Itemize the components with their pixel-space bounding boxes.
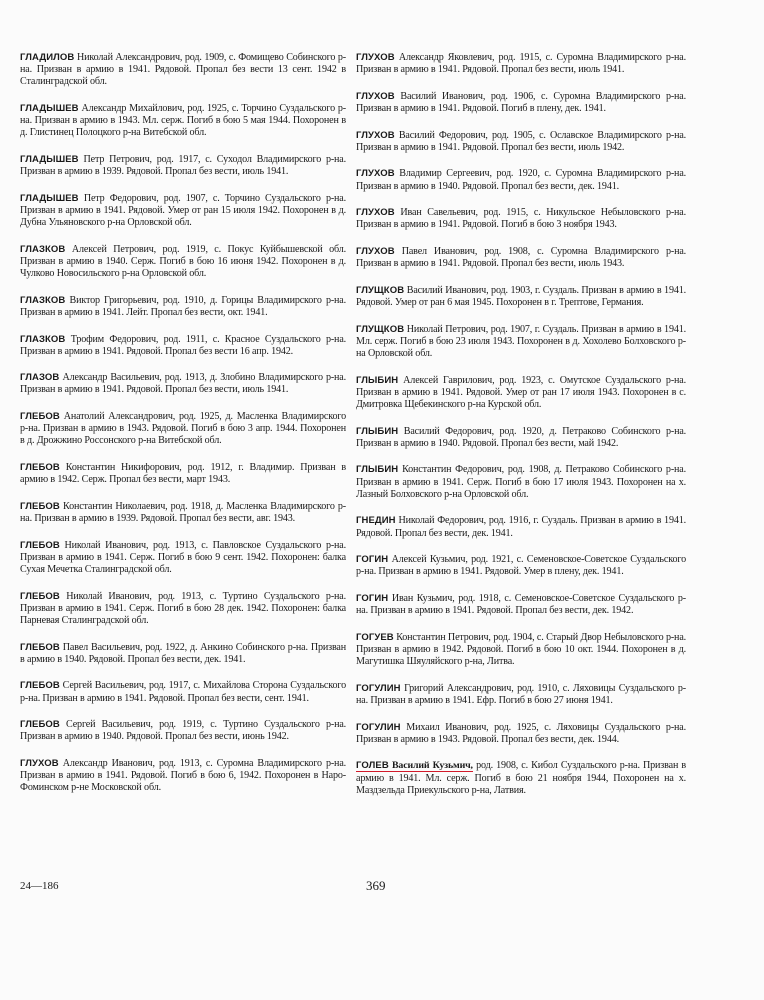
entry-surname: ГЛЕБОВ [20, 641, 60, 653]
entry-first-names: Иван Савельевич, [400, 207, 478, 219]
entry-biography: род. 1910, с. Ляховицы Суздальского р-на. Призван в армию в 1941. Ефр. Погиб в бою 27 июня 1941. [356, 682, 687, 706]
entry-surname: ГЛАЗОВ [20, 372, 60, 384]
memorial-entry [356, 285, 686, 309]
entry-first-names: Александр Михайлович, [81, 102, 185, 114]
entry-first-names: Николай Федорович, [398, 515, 487, 527]
memorial-entry [20, 501, 346, 525]
entry-first-names: Александр Яковлевич, [398, 52, 495, 63]
entry-biography: род. 1903, г. Суздаль. Призван в армию в 1941. Рядовой. Умер от ран 6 мая 1945. Похоронен в г. Трептове, Германия. [356, 284, 687, 309]
entry-first-names: Николай Александрович, [76, 52, 183, 63]
memorial-entry [20, 193, 346, 229]
memorial-entry [356, 515, 686, 539]
entry-surname: ГЛАДИЛОВ [20, 52, 75, 63]
right-column [356, 52, 686, 811]
entry-biography: род. 1909, с. Фомищево Собинского р-на. Призван в армию в 1941. Рядовой. Пропал без вести 13 сент. 1942 в Сталинградской обл. [20, 52, 346, 88]
entry-biography: род. 1915, с. Суромна Владимирского р-на. Призван в армию в 1941. Рядовой. Пропал без вести, июль 1941. [356, 52, 686, 76]
memorial-entry [356, 632, 686, 668]
entry-biography: род. 1917, с. Суходол Владимирского р-на. Призван в армию в 1939. Рядовой. Пропал без вести, июль 1941. [20, 153, 347, 178]
page-number: 369 [366, 878, 386, 893]
entry-first-names: Михаил Иванович, [406, 721, 489, 733]
entry-first-names: Владимир Сергеевич, [399, 168, 492, 180]
entry-biography: род. 1919, с. Покус Куйбышевской обл. Призван в армию в 1940. Серж. Погиб в бою 16 июня 1942. Похоронен в д. Чулково Новосильского р-на Орловской обл. [20, 243, 347, 280]
entry-surname: ГЛАЗКОВ [20, 294, 66, 306]
entry-biography: род. 1908, с. Суромна Владимирского р-на. Призван в армию в 1941. Рядовой. Пропал без вести, июль 1943. [356, 246, 687, 270]
entry-first-names: Василий Кузьмич, [391, 760, 473, 772]
entry-first-names: Павел Иванович, [401, 246, 478, 258]
entry-first-names: Петр Федорович, [83, 192, 159, 204]
entry-surname: ГЛУЩКОВ [356, 284, 405, 296]
memorial-entry [20, 52, 346, 88]
entry-biography: род. 1908, д. Петраково Собинского р-на. Призван в армию в 1941. Серж. Погиб в бою 17 июля 1943. Похоронен на х. Лазный Болховского р-на Орловской обл. [356, 464, 686, 500]
entry-first-names: Василий Федорович, [403, 425, 495, 437]
entry-surname: ГЛАДЫШЕВ [20, 192, 79, 204]
entry-surname: ГЛУХОВ [356, 246, 395, 258]
entry-surname: ГОГУЛИН [356, 721, 401, 733]
memorial-entry [356, 760, 686, 796]
entry-first-names: Алексей Кузьмич, [391, 554, 468, 566]
entry-surname: ГОЛЕВ [356, 760, 389, 772]
entry-biography: род. 1907, с. Торчино Суздальского р-на. Призван в армию в 1941. Рядовой. Умер от ран 15 июля 1942. Похоронен в д. Дубна Ульяновского р-на Орловской обл. [20, 192, 347, 229]
entry-surname: ГОГУЕВ [356, 631, 394, 643]
entry-biography: род. 1925, д. Масленка Владимирского р-на. Призван в армию в 1943. Рядовой. Погиб в бою 3 апр. 1944. Похоронен в д. Дрожжино Россонского р-на Витебской обл. [20, 411, 346, 447]
entry-surname: ГЛЕБОВ [20, 719, 60, 731]
entry-first-names: Александр Иванович, [62, 758, 155, 770]
memorial-entry [20, 295, 346, 319]
entry-surname: ГЛЫБИН [356, 425, 399, 437]
memorial-entry [20, 372, 346, 396]
entry-surname: ГЛУХОВ [356, 52, 395, 63]
entry-first-names: Николай Иванович, [64, 539, 149, 551]
entry-first-names: Василий Федорович, [398, 129, 488, 141]
entry-biography: род. 1922, д. Анкино Собинского р-на. Призван в армию в 1940. Рядовой. Пропал без вести, дек. 1941. [20, 641, 347, 665]
entry-biography: род. 1920, д. Петраково Собинского р-на. Призван в армию в 1940. Рядовой. Пропал без вести, май 1942. [356, 425, 687, 449]
entry-surname: ГЛУХОВ [356, 207, 395, 219]
entry-biography: род. 1917, с. Михайлова Сторона Суздальского р-на. Призван в армию в 1941. Рядовой. Пропал без вести, сент. 1941. [20, 680, 347, 704]
printer-signature: 24—186 [20, 880, 59, 892]
entry-biography: род. 1910, д. Горицы Владимирского р-на. Призван в армию в 1941. Лейт. Пропал без вести, окт. 1941. [20, 294, 347, 318]
memorial-entry [20, 719, 346, 743]
memorial-entry [356, 722, 686, 746]
memorial-entry [20, 758, 346, 794]
memorial-entry [356, 324, 686, 360]
entry-surname: ГЛЕБОВ [20, 590, 60, 602]
entry-first-names: Константин Николаевич, [62, 500, 168, 512]
entry-biography: род. 1925, с. Торчино Суздальского р-на. Призван в армию в 1943. Мл. серж. Погиб в бою 5 мая 1944. Похоронен в д. Глистинец Полоцкого р-на Витебской обл. [20, 102, 347, 139]
entry-biography: род. 1920, с. Суромна Владимирского р-на. Призван в армию в 1940. Рядовой. Пропал без вести, дек. 1941. [356, 168, 687, 192]
memorial-entry [356, 683, 686, 707]
memorial-entry [356, 375, 686, 411]
entry-first-names: Константин Никифорович, [65, 462, 182, 474]
entry-surname: ГЛАДЫШЕВ [20, 153, 79, 165]
entry-surname: ГОГУЛИН [356, 682, 401, 694]
entry-surname: ГЛЫБИН [356, 464, 399, 476]
entry-first-names: Павел Васильевич, [62, 641, 143, 653]
entry-biography: род. 1915, с. Никульское Небыловского р-на. Призван в армию в 1941. Рядовой. Погиб в бою 3 ноября 1943. [356, 207, 687, 231]
entry-biography: род. 1908, с. Кибол Суздальского р-на. Призван в армию в 1941. Мл. серж. Погиб в бою 21 ноября 1944, Похоронен на х. Маздзельда Приекульского р-на, Латвия. [356, 760, 687, 796]
entry-first-names: Константин Федорович, [402, 464, 505, 476]
memorial-entry [356, 207, 686, 231]
memorial-entry [20, 244, 346, 280]
entry-surname: ГОГИН [356, 593, 389, 605]
entry-first-names: Петр Петрович, [83, 153, 152, 165]
memorial-entry [20, 642, 346, 666]
entry-surname: ГЛЕБОВ [20, 680, 60, 692]
entry-biography: род. 1918, д. Масленка Владимирского р-на. Призван в армию в 1939. Рядовой. Пропал без вести, авг. 1943. [20, 500, 347, 525]
memorial-entry [356, 426, 686, 450]
entry-first-names: Алексей Гаврилович, [403, 374, 495, 386]
entry-biography: род. 1916, г. Суздаль. Призван в армию в 1941. Рядовой. Пропал без вести, дек. 1941. [356, 515, 687, 539]
entry-surname: ГЛАЗКОВ [20, 333, 66, 345]
entry-first-names: Сергей Васильевич, [62, 680, 147, 692]
entry-biography: род. 1906, с. Суромна Владимирского р-на. Призван в армию в 1941. Рядовой. Погиб в плену, дек. 1941. [356, 90, 687, 114]
memorial-entry [20, 103, 346, 139]
memorial-entry [356, 554, 686, 578]
entry-biography: род. 1911, с. Красное Суздальского р-на. Призван в армию в 1941. Рядовой. Пропал без вести 16 апр. 1942. [20, 333, 347, 357]
entry-biography: род. 1919, с. Туртино Суздальского р-на. Призван в армию в 1940. Рядовой. Пропал без вести, июнь 1942. [20, 719, 347, 743]
entry-first-names: Константин Петрович, [396, 631, 491, 643]
entry-first-names: Григорий Александрович, [404, 682, 514, 694]
entry-surname: ГЛАЗКОВ [20, 243, 66, 255]
entry-first-names: Сергей Васильевич, [66, 719, 153, 731]
entry-surname: ГЛЕБОВ [20, 539, 60, 551]
entry-first-names: Николай Иванович, [66, 590, 152, 602]
memorial-entry [20, 680, 346, 704]
entry-surname: ГЛЕБОВ [20, 462, 60, 474]
memorial-entry [20, 591, 346, 627]
memorial-entry [20, 540, 346, 576]
memorial-entry [20, 411, 346, 447]
entry-surname: ГЛУХОВ [356, 90, 395, 102]
memorial-entry [20, 154, 346, 178]
entry-biography: род. 1925, с. Ляховицы Суздальского р-на. Призван в армию в 1943. Рядовой. Пропал без вести, дек. 1944. [356, 721, 686, 745]
memorial-entry [356, 91, 686, 115]
entry-biography: род. 1918, с. Семеновское-Советское Суздальского р-на. Призван в армию в 1941. Рядовой. Пропал без вести, дек. 1942. [356, 593, 687, 617]
entry-first-names: Василий Иванович, [400, 90, 486, 102]
entry-biography: род. 1913, д. Злобино Владимирского р-на. Призван в армию в 1941. Рядовой. Пропал без вести, июль 1941. [20, 372, 347, 396]
memorial-entry [356, 464, 686, 500]
entry-biography: род. 1913, с. Суромна Владимирского р-на. Призван в армию в 1941. Рядовой. Погиб в бою 6, 1942. Похоронен в Наро-Фоминском р-не Московской обл. [20, 758, 347, 794]
memorial-entry [356, 52, 686, 76]
entry-biography: род. 1912, г. Владимир. Призван в армию в 1942. Серж. Пропал без вести, март 1943. [20, 462, 347, 486]
entry-first-names: Александр Васильевич, [62, 372, 162, 384]
entry-full-name [356, 760, 473, 772]
entry-surname: ГЛУХОВ [356, 168, 395, 180]
entry-surname: ГЛЫБИН [356, 374, 399, 386]
entry-biography: род. 1904, с. Старый Двор Небыловского р-на. Призван в армию в 1942. Рядовой. Погиб в бою 10 окт. 1944. Похоронен в д. Магутишка Шяуляйского р-на, Литва. [356, 631, 687, 668]
memorial-entry [20, 334, 346, 358]
entry-surname: ГЛАДЫШЕВ [20, 102, 79, 114]
entry-surname: ГЛУХОВ [356, 129, 395, 141]
entry-first-names: Алексей Петрович, [71, 243, 157, 255]
entry-biography: род. 1907, г. Суздаль. Призван в армию в 1941. Мл. серж. Погиб в бою 23 июля 1943. Похоронен в д. Хохолево Болховского р-на Орловской обл. [356, 323, 687, 359]
entry-first-names: Николай Петрович, [406, 323, 489, 335]
entry-first-names: Иван Кузьмич, [391, 593, 455, 605]
entry-surname: ГНЕДИН [356, 515, 396, 527]
entry-surname: ГЛУЩКОВ [356, 323, 405, 335]
memorial-entry [356, 130, 686, 154]
left-column [20, 52, 346, 809]
memorial-entry [356, 593, 686, 617]
entry-surname: ГЛЕБОВ [20, 411, 60, 423]
entry-first-names: Виктор Григорьевич, [69, 294, 159, 306]
entry-biography: род. 1921, с. Семеновское-Советское Суздальского р-на. Призван в армию в 1941. Рядовой. Умер в плену, дек. 1941. [356, 554, 686, 578]
entry-surname: ГОГИН [356, 554, 389, 566]
entry-surname: ГЛЕБОВ [20, 500, 60, 512]
entry-surname: ГЛУХОВ [20, 758, 59, 770]
entry-first-names: Анатолий Александрович, [63, 411, 176, 423]
entry-biography: род. 1913, с. Павловское Суздальского р-на. Призван в армию в 1941. Серж. Погиб в бою 9 сент. 1942. Похоронен: балка Сухая Мечетка Сталинградской обл. [20, 539, 347, 576]
entry-biography: род. 1913, с. Туртино Суздальского р-на. Призван в армию в 1941. Серж. Погиб в бою 28 дек. 1942. Похоронен: балка Парневая Сталинградской обл. [20, 590, 346, 626]
entry-biography: род. 1923, с. Омутское Суздальского р-на. Призван в армию в 1941. Рядовой. Умер от ран 17 июля 1943. Похоронен в с. Дмитровка Щебекинского р-на Курской обл. [356, 374, 686, 410]
entry-biography: род. 1905, с. Ославское Владимирского р-на. Призван в армию в 1941. Рядовой. Пропал без вести, июль 1942. [356, 129, 687, 153]
memorial-entry [356, 246, 686, 270]
memorial-entry [356, 168, 686, 192]
memorial-entry [20, 462, 346, 486]
entry-first-names: Василий Иванович, [406, 284, 489, 296]
entry-first-names: Трофим Федорович, [70, 333, 159, 345]
